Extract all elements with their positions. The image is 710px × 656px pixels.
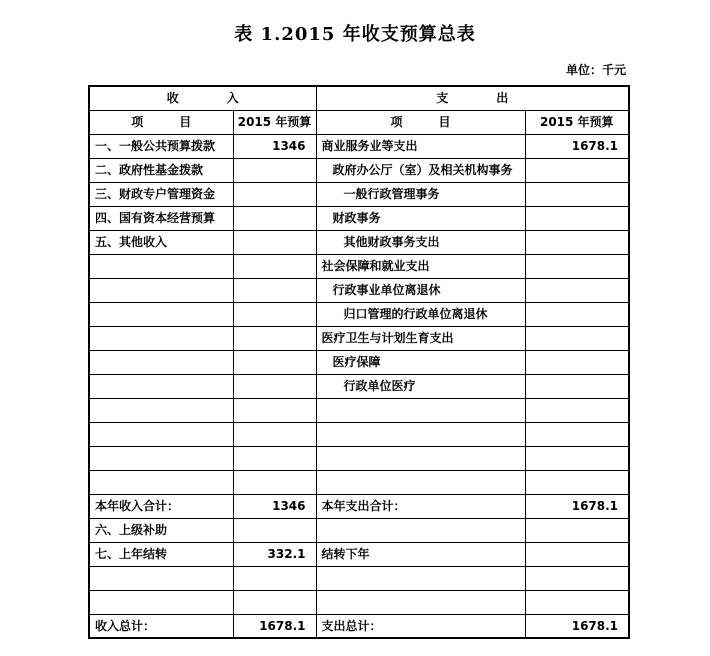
income-value-cell [233, 230, 316, 254]
income-item-cell [89, 350, 233, 374]
expense-value-cell [525, 590, 629, 614]
income-item-cell: 三、财政专户管理资金 [89, 182, 233, 206]
table-row [89, 566, 629, 590]
income-value-cell [233, 350, 316, 374]
table-row [89, 254, 629, 278]
expense-value-cell [525, 278, 629, 302]
income-value-cell [233, 302, 316, 326]
income-value-cell: 1346 [233, 494, 316, 518]
income-value-cell [233, 422, 316, 446]
income-item-cell: 收入总计： [89, 614, 233, 638]
expense-item-cell: 结转下年 [316, 542, 525, 566]
income-item-cell [89, 590, 233, 614]
income-value-cell: 1346 [233, 134, 316, 158]
income-value-cell [233, 182, 316, 206]
income-group-header: 收 入 [89, 86, 316, 110]
expense-value-cell [525, 470, 629, 494]
income-value-cell [233, 446, 316, 470]
expense-item-cell [316, 470, 525, 494]
expense-item-cell [316, 422, 525, 446]
income-item-cell [89, 254, 233, 278]
table-row [89, 518, 629, 542]
table-row [89, 614, 629, 638]
expense-value-cell [525, 542, 629, 566]
income-budget-header: 2015 年预算 [233, 110, 316, 134]
expense-group-header: 支 出 [316, 86, 629, 110]
expense-item-cell [316, 446, 525, 470]
budget-table [88, 85, 630, 639]
income-item-cell [89, 422, 233, 446]
income-item-cell [89, 470, 233, 494]
expense-item-cell: 政府办公厅（室）及相关机构事务 [316, 158, 525, 182]
table-row [89, 494, 629, 518]
income-item-cell [89, 302, 233, 326]
income-item-cell [89, 566, 233, 590]
table-row [89, 446, 629, 470]
expense-item-cell: 本年支出合计： [316, 494, 525, 518]
table-body [89, 134, 629, 638]
expense-value-cell [525, 230, 629, 254]
table-row [89, 470, 629, 494]
table-container [88, 61, 628, 639]
income-item-cell: 七、上年结转 [89, 542, 233, 566]
income-item-cell: 本年收入合计： [89, 494, 233, 518]
expense-item-cell [316, 566, 525, 590]
income-item-cell: 六、上级补助 [89, 518, 233, 542]
income-item-cell [89, 326, 233, 350]
income-item-cell [89, 278, 233, 302]
expense-item-cell: 支出总计： [316, 614, 525, 638]
income-value-cell [233, 470, 316, 494]
expense-item-cell [316, 590, 525, 614]
column-header-row [89, 110, 629, 134]
expense-value-cell [525, 254, 629, 278]
income-item-cell: 二、政府性基金拨款 [89, 158, 233, 182]
expense-value-cell [525, 158, 629, 182]
expense-budget-header: 2015 年预算 [525, 110, 629, 134]
income-value-cell [233, 254, 316, 278]
expense-item-cell: 一般行政管理事务 [316, 182, 525, 206]
expense-item-header: 项 目 [316, 110, 525, 134]
table-row [89, 326, 629, 350]
expense-value-cell [525, 302, 629, 326]
expense-value-cell: 1678.1 [525, 494, 629, 518]
income-item-header: 项 目 [89, 110, 233, 134]
expense-value-cell: 1678.1 [525, 134, 629, 158]
income-item-cell: 五、其他收入 [89, 230, 233, 254]
income-value-cell: 332.1 [233, 542, 316, 566]
expense-item-cell: 行政单位医疗 [316, 374, 525, 398]
expense-value-cell [525, 566, 629, 590]
expense-value-cell [525, 374, 629, 398]
income-value-cell [233, 374, 316, 398]
income-item-cell: 一、一般公共预算拨款 [89, 134, 233, 158]
expense-value-cell [525, 422, 629, 446]
income-item-cell [89, 374, 233, 398]
table-row [89, 278, 629, 302]
income-value-cell [233, 590, 316, 614]
table-header [89, 86, 629, 134]
group-header-row [89, 86, 629, 110]
expense-item-cell: 医疗保障 [316, 350, 525, 374]
expense-value-cell [525, 326, 629, 350]
expense-item-cell: 商业服务业等支出 [316, 134, 525, 158]
expense-value-cell [525, 518, 629, 542]
page-title: 表 1.2015 年收支预算总表 [234, 24, 476, 45]
expense-item-cell: 社会保障和就业支出 [316, 254, 525, 278]
expense-value-cell [525, 446, 629, 470]
table-row [89, 398, 629, 422]
table-row [89, 182, 629, 206]
income-value-cell [233, 566, 316, 590]
income-item-cell [89, 398, 233, 422]
expense-item-cell [316, 398, 525, 422]
table-row [89, 542, 629, 566]
income-item-cell [89, 446, 233, 470]
table-row [89, 350, 629, 374]
table-row [89, 134, 629, 158]
income-value-cell [233, 278, 316, 302]
expense-value-cell [525, 182, 629, 206]
expense-value-cell: 1678.1 [525, 614, 629, 638]
income-value-cell [233, 518, 316, 542]
income-value-cell: 1678.1 [233, 614, 316, 638]
expense-value-cell [525, 206, 629, 230]
expense-item-cell: 行政事业单位离退休 [316, 278, 525, 302]
income-value-cell [233, 206, 316, 230]
unit-label: 单位：千元 [565, 63, 626, 77]
income-value-cell [233, 158, 316, 182]
table-row [89, 590, 629, 614]
income-value-cell [233, 326, 316, 350]
table-row [89, 302, 629, 326]
expense-value-cell [525, 398, 629, 422]
expense-item-cell [316, 518, 525, 542]
table-row [89, 158, 629, 182]
table-row [89, 230, 629, 254]
income-value-cell [233, 398, 316, 422]
expense-value-cell [525, 350, 629, 374]
expense-item-cell: 归口管理的行政单位离退休 [316, 302, 525, 326]
income-item-cell: 四、国有资本经营预算 [89, 206, 233, 230]
expense-item-cell: 医疗卫生与计划生育支出 [316, 326, 525, 350]
table-row [89, 206, 629, 230]
table-row [89, 374, 629, 398]
expense-item-cell: 其他财政事务支出 [316, 230, 525, 254]
expense-item-cell: 财政事务 [316, 206, 525, 230]
table-row [89, 422, 629, 446]
